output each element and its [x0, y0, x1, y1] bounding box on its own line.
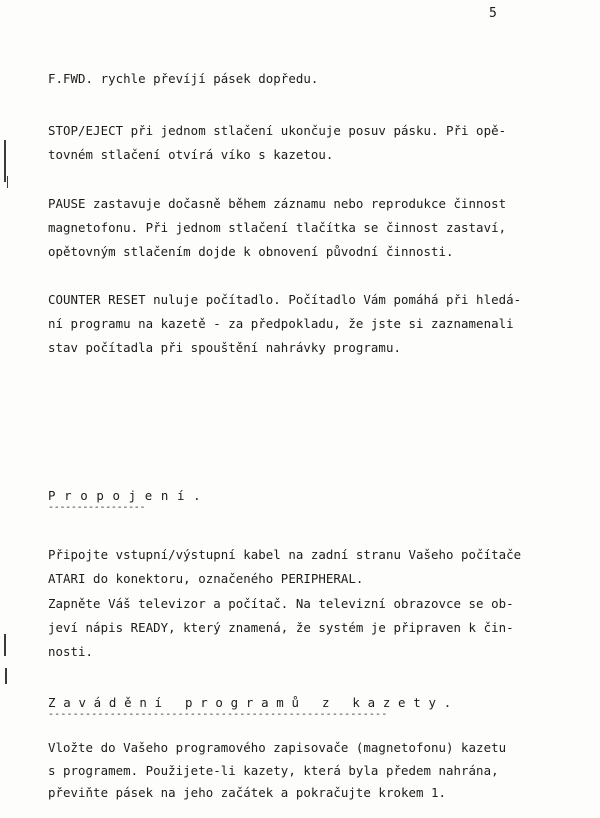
text-line: STOP/EJECT při jednom stlačení ukončuje posuv pásku. Při opě- — [48, 123, 507, 138]
scan-mark — [4, 140, 6, 182]
text-line: COUNTER RESET nuluje počítadlo. Počítadlo Vám pomáhá při hledá- — [48, 292, 522, 307]
section-heading-propojeni: P r o p o j e n í . — [48, 488, 202, 503]
page-number: 5 — [489, 6, 497, 21]
text-line: PAUSE zastavuje dočasně během záznamu nebo reprodukce činnost — [48, 196, 507, 211]
text-line: ní programu na kazetě - za předpokladu, že jste si zaznamenali — [48, 316, 514, 331]
text-line: stav počítadla při spouštění nahrávky programu. — [48, 340, 401, 355]
text-line: jeví nápis READY, který znamená, že systém je připraven k čin- — [48, 620, 514, 635]
text-line: opětovným stlačením dojde k obnovení původní činnosti. — [48, 244, 454, 259]
scan-mark — [4, 634, 6, 656]
text-line: Připojte vstupní/výstupní kabel na zadní stranu Vašeho počítače — [48, 547, 522, 562]
section-heading-zavadeni: Z a v á d ě n í p r o g r a m ů z k a z e t y . — [48, 695, 452, 710]
scan-mark — [7, 176, 8, 188]
text-line: F.FWD. rychle převíjí pásek dopředu. — [48, 71, 319, 86]
text-line: převiňte pásek na jeho začátek a pokračujte krokem 1. — [48, 785, 447, 800]
text-line: tovném stlačení otvírá víko s kazetou. — [48, 147, 334, 162]
text-line: ATARI do konektoru, označeného PERIPHERAL. — [48, 571, 364, 586]
heading-underline: ------------------------------------------------------- — [48, 709, 388, 720]
heading-underline: ----------------- — [48, 502, 146, 513]
text-line: nosti. — [48, 644, 94, 659]
text-line: Vložte do Vašeho programového zapisovače (magnetofonu) kazetu — [48, 740, 507, 755]
text-line: magnetofonu. Při jednom stlačení tlačítka se činnost zastaví, — [48, 220, 507, 235]
text-line: s programem. Použijete-li kazety, která byla předem nahrána, — [48, 763, 499, 778]
scan-mark — [5, 668, 7, 684]
text-line: Zapněte Váš televizor a počítač. Na televizní obrazovce se ob- — [48, 596, 514, 611]
